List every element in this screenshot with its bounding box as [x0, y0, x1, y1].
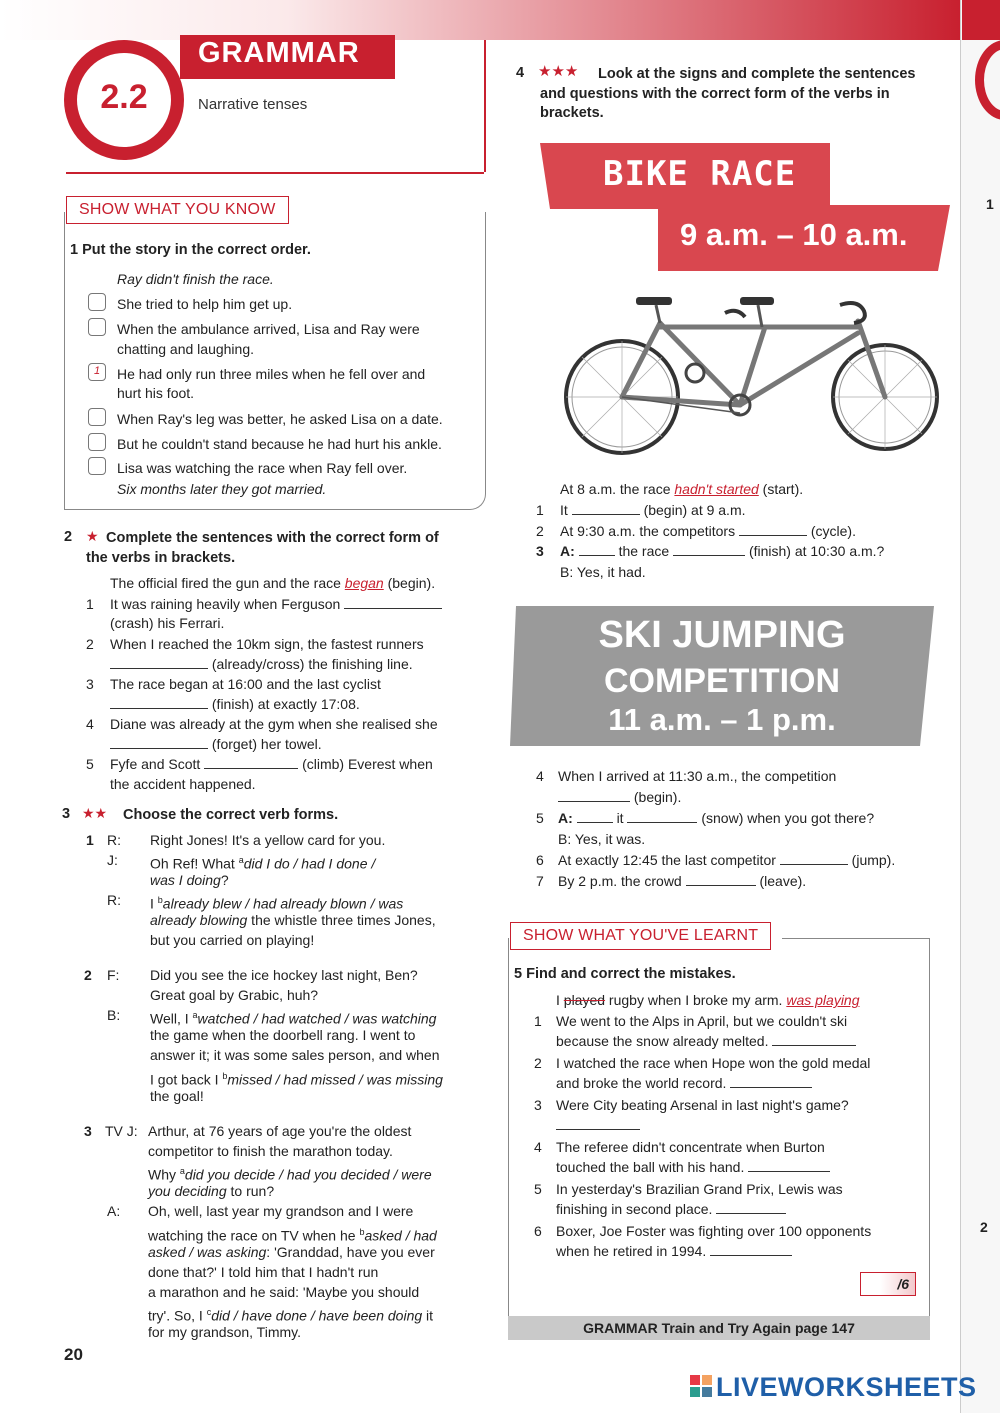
ex3-d1-number: 1 [86, 832, 94, 848]
ex5-item-3-line2 [556, 1115, 640, 1135]
ex2-item-3-line1: The race began at 16:00 and the last cyclist [110, 676, 381, 692]
ex4-item-3 [560, 541, 884, 561]
ex2-item-5-line1 [110, 754, 433, 774]
ex1-item-3-cont: hurt his foot. [117, 385, 195, 401]
ex2-blank-3[interactable] [110, 697, 208, 709]
ex4-item-7 [558, 871, 806, 891]
ex3-d1-j-options[interactable]: did I do / had I done / [243, 855, 376, 872]
ex4-example [560, 479, 803, 499]
ex5-example-a: I [556, 992, 564, 1008]
ex3-d3-a1: Oh, well, last year my grandson and I were [148, 1203, 414, 1219]
ex3-d3-a6-text: try'. So, I [148, 1307, 207, 1324]
ex4-example-post: (start). [758, 481, 804, 497]
ex2-blank-5[interactable] [204, 757, 298, 769]
ex4-item-5-mid: it [616, 810, 624, 826]
header-rule-right [484, 40, 486, 172]
ex2-blank-1[interactable] [344, 597, 442, 609]
ex3-d3-a6-options[interactable]: did / have done / have been doing [211, 1307, 423, 1324]
ex5-item-1-line1: We went to the Alps in April, but we couldn't ski [556, 1013, 848, 1029]
page-number: 20 [64, 1345, 83, 1364]
ex1-item-1: She tried to help him get up. [117, 296, 293, 312]
ex3-d3-a7: for my grandson, Timmy. [148, 1324, 302, 1340]
ex4-item-2 [560, 521, 856, 541]
ex2-item-4-line1: Diane was already at the gym when she realised she [110, 716, 438, 732]
ex4-blank-2[interactable] [739, 524, 807, 536]
ex4-number: 4 [516, 65, 525, 81]
ex3-instruction: Choose the correct verb forms. [123, 807, 339, 823]
ex1-instruction: 1 Put the story in the correct order. [70, 242, 311, 258]
ex2-example-post: (begin). [383, 575, 436, 591]
right-margin-num-1: 1 [986, 196, 994, 212]
ex3-d3-a-speaker: A: [107, 1203, 121, 1219]
right-page-edge [960, 0, 1000, 1413]
ex3-d2-b4-text: I got back I [150, 1071, 223, 1088]
section-title: GRAMMAR [198, 37, 360, 69]
ex3-d3-tv-speaker: TV J: [105, 1123, 138, 1139]
ex3-d3-a2-text: watching the race on TV when he [148, 1227, 360, 1244]
ski-sign-time: 11 a.m. – 1 p.m. [608, 702, 836, 737]
ex3-d2-b-options[interactable]: watched / had watched / was watching [197, 1010, 437, 1027]
ex5-item-2-line2 [556, 1073, 812, 1093]
ex1-first-line: Ray didn't finish the race. [117, 271, 274, 287]
ex4-item-5 [558, 808, 874, 828]
ex3-d1-r2-options[interactable]: already blew / had already blown / was [162, 895, 404, 912]
ex4-item-5-speaker: A: [558, 810, 573, 826]
ex3-d3-tv4-end: to run? [226, 1183, 275, 1199]
ex5-blank-6[interactable] [710, 1244, 792, 1256]
ex5-item-4-text2: touched the ball with his hand. [556, 1159, 745, 1175]
ex3-stars: ★★ [82, 805, 108, 821]
ex1-item-2-cont: chatting and laughing. [117, 341, 254, 357]
ex2-item-3-line2 [110, 694, 360, 714]
liveworksheets-logo-icon [690, 1375, 712, 1397]
ex2-item-4-line2 [110, 734, 322, 754]
ex4-num-1: 1 [536, 502, 544, 518]
ex5-num-6: 6 [534, 1223, 542, 1239]
ex3-d2-b-speaker: B: [107, 1007, 121, 1023]
ex4-blank-3a[interactable] [579, 544, 615, 556]
score-box: /6 [860, 1272, 916, 1296]
ex3-d3-tv3-sup: a [179, 1166, 185, 1176]
ex4-item-6-pre: At exactly 12:45 the last competitor [558, 852, 776, 868]
ex5-blank-3[interactable] [556, 1118, 640, 1130]
ex1-item-3: He had only run three miles when he fell over and [117, 366, 426, 382]
right-margin-num-2: 2 [980, 1219, 988, 1235]
show-know-title: SHOW WHAT YOU KNOW [66, 196, 289, 224]
ex2-item-1-line2: (crash) his Ferrari. [110, 615, 225, 631]
ex5-blank-1[interactable] [772, 1034, 856, 1046]
ex2-num-4: 4 [86, 716, 94, 732]
ex3-d3-tv3-options[interactable]: did you decide / had you decided / were [184, 1166, 432, 1183]
section-subtitle: Narrative tenses [198, 96, 308, 113]
ex2-num-2: 2 [86, 636, 94, 652]
ex4-item-4-line1: When I arrived at 11:30 a.m., the competition [558, 768, 837, 784]
ex4-item-3-post: (finish) at 10:30 a.m.? [748, 543, 885, 559]
right-page-edge-red [962, 0, 1000, 40]
ex3-d2-f1: Did you see the ice hockey last night, Ben? [150, 967, 418, 983]
show-learnt-title: SHOW WHAT YOU'VE LEARNT [510, 922, 771, 950]
ex4-item-3-b: B: Yes, it had. [560, 564, 646, 580]
ex3-d1-j-2 [150, 870, 229, 890]
grammar-footer-bar: GRAMMAR Train and Try Again page 147 [508, 1316, 930, 1340]
ex3-d1-j-sup: a [238, 855, 244, 865]
ex4-blank-6[interactable] [780, 853, 848, 865]
ex2-item-1-text: It was raining heavily when Ferguson [110, 596, 341, 612]
ex2-example [110, 573, 435, 593]
ex3-d3-number: 3 [84, 1123, 92, 1139]
ex3-d3-a3-options[interactable]: asked / was asking [148, 1244, 267, 1260]
ex4-item-3-speaker: A: [560, 543, 575, 559]
ex2-item-2-line2 [110, 654, 413, 674]
ex2-instruction-2: the verbs in brackets. [86, 550, 236, 566]
ex3-d1-r1: Right Jones! It's a yellow card for you. [150, 832, 386, 848]
ex4-item-4-text2: (begin). [633, 789, 682, 805]
ex5-example-b: rugby when I broke my arm. [605, 992, 783, 1008]
ex2-number: 2 [64, 529, 73, 545]
ex5-num-4: 4 [534, 1139, 542, 1155]
ex4-num-5: 5 [536, 810, 544, 826]
ex4-example-pre: At 8 a.m. the race [560, 481, 675, 497]
ex4-example-answer: hadn't started [674, 481, 759, 497]
ex4-item-7-post: (leave). [759, 873, 807, 889]
ex4-item-6 [558, 850, 895, 870]
ex5-example-answer: was playing [786, 992, 860, 1008]
ex4-instruction: Look at the signs and complete the sentences [598, 66, 916, 82]
ex5-item-6-text2: when he retired in 1994. [556, 1243, 707, 1259]
ex2-item-4-text2: (forget) her towel. [211, 736, 322, 752]
ex3-d1-r2-speaker: R: [107, 892, 121, 908]
ski-sign-title: SKI JUMPING [598, 614, 846, 656]
unit-number: 2.2 [100, 78, 148, 116]
ex4-blank-7[interactable] [686, 874, 756, 886]
ex4-num-4: 4 [536, 768, 544, 784]
ex2-num-3: 3 [86, 676, 94, 692]
ex3-d3-a3 [148, 1242, 435, 1262]
ex3-d2-b4-sup: b [222, 1071, 228, 1081]
ex4-item-5-b: B: Yes, it was. [558, 831, 646, 847]
ex3-d2-b-text: Well, I [150, 1010, 193, 1027]
ex2-num-5: 5 [86, 756, 94, 772]
ski-sign-title-2: COMPETITION [603, 662, 841, 700]
ex4-item-1-post: (begin) at 9 a.m. [643, 502, 746, 518]
ex5-item-4-line2 [556, 1157, 830, 1177]
ex2-item-3-text2: (finish) at exactly 17:08. [211, 696, 360, 712]
ex3-d2-b3: answer it; it was some sales person, and when [150, 1047, 440, 1063]
top-red-band [0, 0, 960, 40]
ex1-item-4: When Ray's leg was better, he asked Lisa on a date. [117, 411, 443, 427]
ex2-stars: ★ [86, 528, 99, 544]
ex3-d3-tv4 [148, 1181, 274, 1201]
ex5-num-2: 2 [534, 1055, 542, 1071]
liveworksheets-watermark: LIVEWORKSHEETS [716, 1372, 977, 1402]
ex3-d3-tv4-options[interactable]: you deciding [148, 1183, 227, 1199]
ex5-instruction: 5 Find and correct the mistakes. [514, 966, 736, 982]
ex2-example-answer: began [344, 575, 384, 591]
ex3-d1-r2-text: I [150, 895, 158, 912]
ex1-item-5: But he couldn't stand because he had hurt his ankle. [117, 436, 442, 452]
ex4-item-1 [560, 500, 746, 520]
ex4-blank-5a[interactable] [577, 811, 613, 823]
ex5-item-5-text2: finishing in second place. [556, 1201, 713, 1217]
ex5-item-2-line1: I watched the race when Hope won the gold medal [556, 1055, 871, 1071]
ex3-d3-tv1: Arthur, at 76 years of age you're the oldest [148, 1123, 412, 1139]
ex4-num-6: 6 [536, 852, 544, 868]
ex5-example [556, 990, 860, 1010]
ex5-blank-4[interactable] [748, 1160, 830, 1172]
ex5-item-3-line1: Were City beating Arsenal in last night's game? [556, 1097, 849, 1113]
ex4-num-2: 2 [536, 523, 544, 539]
ex3-d1-j-options-2[interactable]: was I doing [150, 872, 221, 888]
ex4-blank-1[interactable] [572, 503, 640, 515]
ex4-item-4-line2 [558, 787, 681, 807]
ex5-blank-2[interactable] [730, 1076, 812, 1088]
ex4-item-7-pre: By 2 p.m. the crowd [558, 873, 682, 889]
ex3-d3-a4: done that?' I told him that I hadn't run [148, 1264, 379, 1280]
ex3-d1-j-end: ? [220, 872, 229, 888]
ex1-last-line: Six months later they got married. [117, 481, 327, 497]
ex4-blank-3b[interactable] [673, 544, 745, 556]
ex3-d3-tv3-text: Why [148, 1166, 180, 1183]
ex2-instruction: Complete the sentences with the correct form of [106, 530, 439, 546]
ex5-item-2-text2: and broke the world record. [556, 1075, 727, 1091]
liveworksheets-icon [690, 1375, 712, 1397]
ex3-d2-f2: Great goal by Grabic, huh? [150, 987, 319, 1003]
tandem-bike-drawing [540, 285, 940, 455]
bike-race-time: 9 a.m. – 10 a.m. [680, 217, 908, 252]
ex3-d1-j-text: Oh Ref! What [150, 855, 239, 872]
ex3-d2-b-sup: a [192, 1010, 198, 1020]
ex5-blank-5[interactable] [716, 1202, 786, 1214]
ex2-example-pre: The official fired the gun and the race [110, 575, 345, 591]
ex3-d2-b2: the game when the doorbell rang. I went to [150, 1027, 416, 1043]
ex4-blank-5b[interactable] [627, 811, 697, 823]
ex3-d2-number: 2 [84, 967, 92, 983]
ex5-example-struck: played [563, 992, 606, 1008]
ex1-item-6: Lisa was watching the race when Ray fell over. [117, 460, 408, 476]
ex5-num-5: 5 [534, 1181, 542, 1197]
ex1-item-2: When the ambulance arrived, Lisa and Ray were [117, 321, 420, 337]
ex3-d1-j-speaker: J: [107, 852, 118, 868]
tandem-bike-image [540, 285, 940, 455]
ex2-item-5-text-b: (climb) Everest when [302, 756, 433, 772]
header-underline [66, 172, 484, 174]
ex5-num-1: 1 [534, 1013, 542, 1029]
ex3-d3-a6-sup: c [206, 1307, 212, 1317]
ex3-d1-r2-2 [150, 910, 436, 930]
order-box-2[interactable] [88, 318, 106, 336]
ex3-d3-a2-sup: b [359, 1227, 365, 1237]
ex4-item-2-post: (cycle). [810, 523, 856, 539]
ex2-item-1-line1 [110, 594, 442, 614]
ex3-d1-r1-speaker: R: [107, 832, 121, 848]
ex5-item-1-text2: because the snow already melted. [556, 1033, 769, 1049]
ex5-item-6-line1: Boxer, Joe Foster was fighting over 100 opponents [556, 1223, 872, 1239]
order-box-4[interactable] [88, 408, 106, 426]
bike-race-title: BIKE RACE [603, 154, 797, 194]
ex4-num-3: 3 [536, 543, 544, 559]
ex3-d3-a6-end: it [422, 1307, 434, 1324]
ex3-number: 3 [62, 806, 71, 822]
ex4-instruction-2: and questions with the correct form of the verbs in [540, 86, 890, 102]
ex4-item-2-pre: At 9:30 a.m. the competitors [560, 523, 736, 539]
show-learnt-top-rule [782, 938, 930, 939]
ex3-d2-f-speaker: F: [107, 967, 120, 983]
ex2-item-2-line1: When I reached the 10km sign, the fastest runners [110, 636, 424, 652]
ex3-d3-a5: a marathon and he said: 'Maybe you should [148, 1284, 420, 1300]
ex4-item-3-mid: the race [618, 543, 670, 559]
ex3-d1-r2-options-2[interactable]: already blowing [150, 912, 248, 928]
ex3-d3-tv2: competitor to finish the marathon today. [148, 1143, 393, 1159]
ex5-num-3: 3 [534, 1097, 542, 1113]
order-box-3[interactable]: 1 [88, 363, 106, 381]
ex4-blank-4[interactable] [558, 790, 630, 802]
ex2-item-5-line2: the accident happened. [110, 776, 256, 792]
ex4-item-5-post: (snow) when you got there? [701, 810, 875, 826]
ex2-item-2-text2: (already/cross) the finishing line. [211, 656, 413, 672]
ex5-item-4-line1: The referee didn't concentrate when Burton [556, 1139, 825, 1155]
ex4-instruction-3: brackets. [540, 105, 604, 121]
ex3-d2-b4-options[interactable]: missed / had missed / was missing [227, 1071, 443, 1088]
ex4-stars: ★★★ [538, 63, 579, 80]
ex3-d1-r2-3: but you carried on playing! [150, 932, 315, 948]
order-box-6[interactable] [88, 457, 106, 475]
order-box-1[interactable] [88, 293, 106, 311]
ex5-item-5-line2 [556, 1199, 786, 1219]
ex3-d3-a3-end: : 'Granddad, have you ever [266, 1244, 435, 1260]
ex5-item-1-line2 [556, 1031, 856, 1051]
ex3-d2-b5: the goal! [150, 1088, 204, 1104]
ex2-num-1: 1 [86, 596, 94, 612]
ex3-d1-r2-sup: b [157, 895, 163, 905]
ex2-item-5-text: Fyfe and Scott [110, 756, 201, 772]
ex3-d3-a2-options[interactable]: asked / had [364, 1227, 437, 1244]
ex4-item-6-post: (jump). [851, 852, 896, 868]
ex4-item-1-pre: It [560, 502, 568, 518]
ex3-d1-r2-end: the whistle three times Jones, [247, 912, 436, 928]
ex4-num-7: 7 [536, 873, 544, 889]
order-box-5[interactable] [88, 433, 106, 451]
ex5-item-5-line1: In yesterday's Brazilian Grand Prix, Lewis was [556, 1181, 843, 1197]
ex2-blank-2[interactable] [110, 657, 208, 669]
ex2-blank-4[interactable] [110, 737, 208, 749]
ex5-item-6-line2 [556, 1241, 792, 1261]
